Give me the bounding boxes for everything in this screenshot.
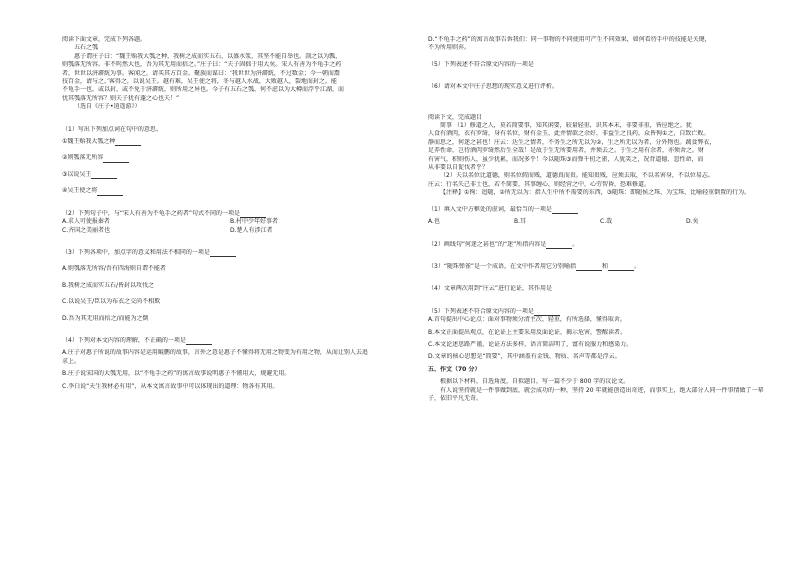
question-1-item: ③以说吴王 bbox=[62, 171, 402, 179]
writing-heading: 五、作文（70 分） bbox=[428, 365, 481, 373]
option[interactable]: B.耳 bbox=[514, 218, 527, 226]
question-1-options bbox=[428, 218, 774, 226]
question-2-options bbox=[62, 218, 402, 226]
question-1-stem: （1）填入文中方框处的虚词，最恰当的一项是 bbox=[428, 206, 774, 214]
option[interactable]: D.“不龟手之药”的寓言故事告诉我们：同一事物的不同使用可产生不同效果，如何看待手中的技能是关键， bbox=[428, 36, 711, 43]
writing-material: 有人说坚持就是一件事做到底，就会成功的一种，坚持 20 年就能创造出奇迹，而事实上，绝大部分人同一件事情做了一辈子，依旧平凡无奇。 bbox=[428, 386, 764, 402]
option[interactable]: B.村中少年好事者 bbox=[230, 218, 279, 226]
option[interactable]: B.我树之成而实五石/皆封以攻伐之 bbox=[62, 281, 155, 289]
reading2-intro: 阅读下文，完成题目 bbox=[428, 113, 483, 121]
passage-line: 惠子谓庄子曰：“魏王贻我大瓠之种，我树之成而实五石，以盛水浆，其坚不能自举也。剖之以为瓢， bbox=[74, 52, 342, 60]
left-column bbox=[62, 36, 402, 391]
option[interactable]: B.庄子说宋国的大瓠无用，以“不龟手之药”的寓言故事说明惠子不懂用大，规避无用。 bbox=[62, 370, 291, 378]
option[interactable]: A.庄子对惠子所说的故事内容是运用鲲鹏的故事，言外之意是惠子不懂得将无用之物变为有用之物，从而让别人去追 bbox=[62, 349, 368, 357]
option[interactable]: D.文章的核心思想是“简要”，其中涵盖有金钱、物质、名声等都是浮云。 bbox=[428, 353, 621, 361]
answer-blank[interactable] bbox=[576, 264, 602, 271]
option[interactable]: C.齐国之美丽者也 bbox=[62, 226, 111, 234]
question-4-stem: （4）下列对本文内容的理解，不正确的一项是 bbox=[62, 337, 402, 345]
question-2-options bbox=[62, 227, 402, 235]
passage-line: 有害气，积则伤人，虽少犹累，而况多乎！今以随珠③而弹千仞之雀，人犹笑之，况背道德、忽性命，而 bbox=[428, 155, 704, 163]
passage-line: 简事 （1）修道之人，莫若简要事，知其闲要，较量轻重，识其本末，非要非重，皆应绝之。犹 bbox=[440, 122, 692, 130]
passage-line: 静而思之，何迷之甚也！庄云：达生之情者，不务生之所无以为②，生之所无以为者，分外物也。蔬食弊衣， bbox=[428, 138, 716, 146]
answer-blank[interactable] bbox=[91, 172, 117, 179]
question-5-stem: （5）下列表述不符合原文内容的一项是 bbox=[428, 60, 534, 68]
passage-source: （选自《庄子•逍遥游》） bbox=[74, 103, 141, 111]
option[interactable]: B.本文正面提出观点，在论证上主要采用反面论证，揭示危害，警醒读者。 bbox=[428, 328, 627, 336]
question-1-item: ④吴王使之将 bbox=[62, 187, 402, 195]
option[interactable]: D.楚人有涉江者 bbox=[230, 226, 273, 234]
option[interactable]: D.矣 bbox=[686, 218, 699, 226]
question-3-stem: （3）“随珠弹雀”是一个成语，在文中作者用它分别喻指 和 。 bbox=[428, 262, 641, 270]
passage-title: 五石之瓠 bbox=[74, 44, 99, 52]
question-6-stem: （6）请对本文中庄子思想的现实意义进行评析。 bbox=[428, 83, 558, 91]
passage-line: 足养性命，岂待酒肉罗绮然后生全哉！是故于生无所要用者，并须去之。于生之用有余者，亦须舍之。财 bbox=[428, 147, 705, 155]
question-4-stem: （4）文章两次用到“庄云”进行论证，其作用是 bbox=[428, 285, 553, 293]
question-1-item: ①魏王贻我大瓠之种 bbox=[62, 138, 402, 146]
option[interactable]: C.本文论述思路严谨，论证方法多样，语言简洁明了，富有说服力和感染力。 bbox=[428, 340, 633, 348]
option[interactable]: A.则瓠落无所容/吾有四海则自谓不能者 bbox=[62, 265, 166, 273]
option-continued: 求上。 bbox=[62, 357, 81, 365]
passage-line: 忧其瓠落无所容？则夫子犹有蓬之心也夫！” bbox=[62, 94, 180, 102]
answer-blank[interactable] bbox=[210, 250, 236, 257]
question-2-stem: （2）画线句“何迷之甚也”的“迷”所指内容是 。 bbox=[428, 240, 579, 248]
answer-blank[interactable] bbox=[103, 156, 129, 163]
answer-blank[interactable] bbox=[552, 207, 578, 214]
option[interactable]: C.以说吴王/臣以为布衣之交尚不相欺 bbox=[62, 298, 161, 306]
passage-title: 简事 bbox=[440, 122, 453, 130]
question-3-stem: （3）下列各项中，加点字的意义和用法不相同的一项是 bbox=[62, 249, 402, 257]
passage-line: 技百金，请与之。’客得之，以说吴王。越有难，吴王使之将，冬与越人水战，大败越人，裂地而封之。能 bbox=[62, 78, 337, 86]
answer-blank[interactable] bbox=[97, 189, 123, 196]
question-2-stem: （2）下列句子中，与“宋人有善为不龟手之药者”句式不同的一项是 bbox=[62, 210, 402, 218]
passage-line: （2）夫以名位比道德，则名位假而贱，道德真而贵。能知贵贱，应须去取，不以名害身，不以位易志。 bbox=[440, 172, 714, 180]
passage-note: 【注释】①徇：追随，②所无以为：指人生中所不需要的东西，③随珠：即随侯之珠，为宝珠，比喻轻重倒置的行为。 bbox=[440, 189, 751, 197]
answer-blank[interactable] bbox=[608, 264, 634, 271]
passage-line: 人食有酒肉，衣有罗绮，身有名位，财有金玉，此并情欲之余好，非益生之良药，众皆徇①之，自致亡败。 bbox=[428, 130, 710, 138]
answer-blank[interactable] bbox=[546, 242, 572, 249]
passage-line: 者，世世以洴澼絖为事。客闻之，请买其方百金。聚族而谋曰：‘我世世为洴澼絖，不过数金；今一朝而鬻 bbox=[62, 69, 340, 77]
answer-blank[interactable] bbox=[186, 338, 212, 345]
option[interactable]: A.也 bbox=[428, 218, 440, 226]
option[interactable]: C.哉 bbox=[600, 218, 613, 226]
passage-line: 不龟手一也，或以封，或不免于洴澼絖，则所用之异也。今子有五石之瓠，何不虑以为大樽而浮乎江湖，而 bbox=[62, 86, 345, 94]
question-1-stem: （1）写出下列加点词在句中的意思。 bbox=[62, 125, 162, 133]
passage-line: 庄云：行名失己非士也，若不简要，其事缠心，则经营之中，心劳智昏，恐难修道。 bbox=[428, 180, 651, 188]
question-5-stem: （5）下列表述不符合原文内容的一项是 bbox=[428, 308, 774, 316]
option[interactable]: A.求人可使报秦者 bbox=[62, 218, 110, 226]
option[interactable]: C.李白说“天生我材必有用”，从本文寓言故事中可以体现出的道理：物各有其用。 bbox=[62, 382, 279, 390]
answer-blank[interactable] bbox=[115, 139, 141, 146]
question-1-item: ②则瓠落无所容 bbox=[62, 154, 402, 162]
option-continued: 不为所用则弃。 bbox=[428, 44, 471, 52]
right-column bbox=[428, 36, 774, 403]
answer-blank[interactable] bbox=[534, 309, 560, 316]
reading-intro: 阅读下面文章，完成下列各题。 bbox=[62, 36, 147, 43]
writing-prompt: 根据以下材料，自选角度，自拟题目，写一篇不少于 800 字的议论文。 bbox=[440, 378, 630, 386]
passage-line: 从非要以自促伐者乎？ bbox=[428, 164, 489, 172]
option[interactable]: D.吾为其无用而掊之/而能为之倒 bbox=[62, 314, 149, 322]
option[interactable]: A.首句提出中心论点：面对事物须分清主次、轻重，有所选择，懂得取舍。 bbox=[428, 316, 626, 324]
passage-line: 则瓠落无所容。非不呺然大也，吾为其无用而掊之。”庄子曰：“夫子固拙于用大矣。宋人有善为不龟手之药 bbox=[62, 61, 342, 69]
